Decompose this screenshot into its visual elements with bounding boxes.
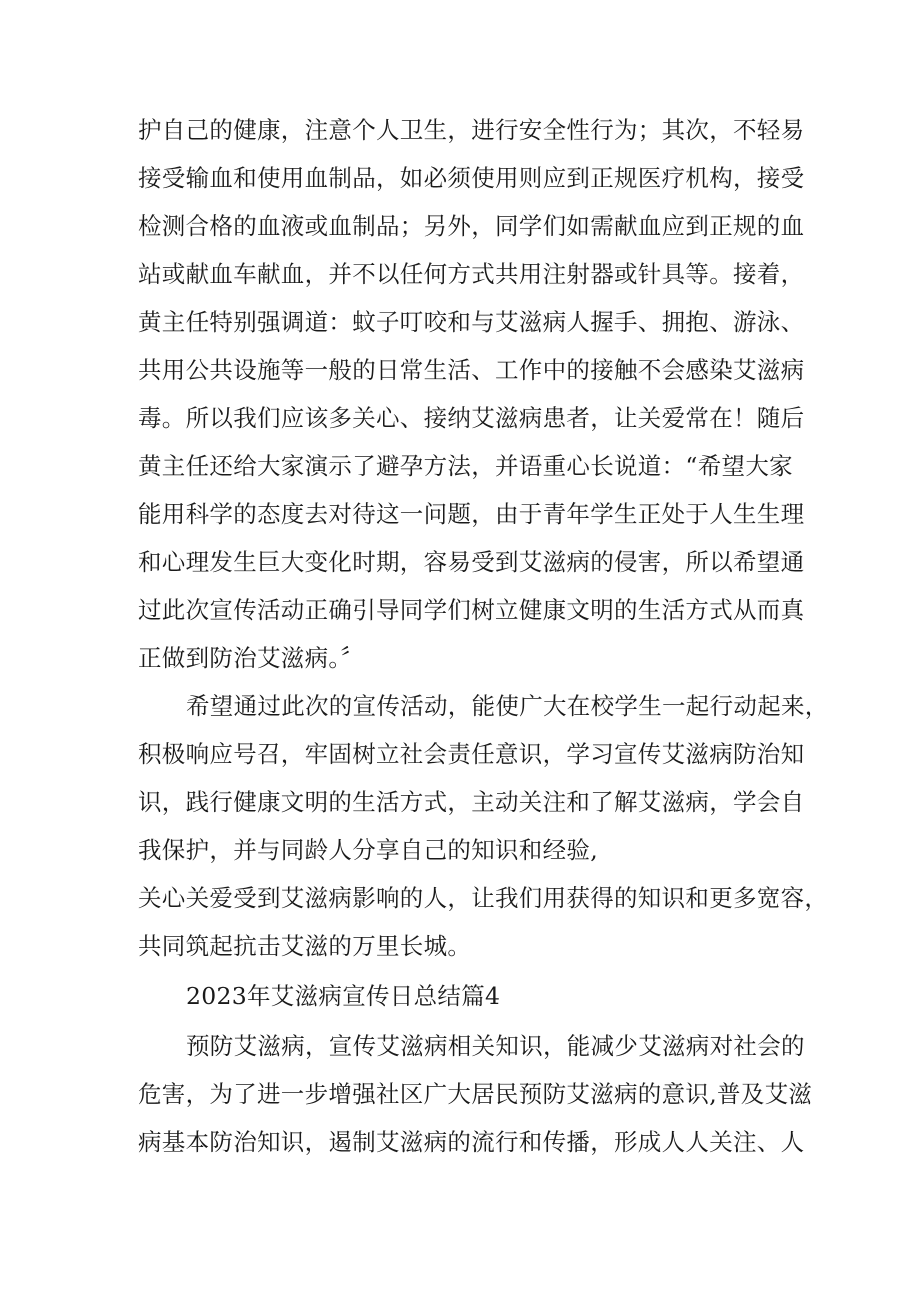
paragraph-line: 我保护，并与同龄人分享自己的知识和经验,	[138, 836, 598, 864]
paragraph-line: 黄主任还给大家演示了避孕方法，并语重心长说道：“希望大家	[138, 452, 793, 480]
paragraph-line: 正做到防治艾滋病。〞	[138, 644, 365, 672]
paragraph-line: 接受输血和使用血制品，如必须使用则应到正规医疗机构，接受	[138, 164, 805, 192]
paragraph-line: 关心关爱受到艾滋病影响的人，让我们用获得的知识和更多宽容，	[138, 884, 829, 912]
paragraph-line: 检测合格的血液或血制品；另外，同学们如需献血应到正规的血	[138, 212, 805, 240]
paragraph-line: 预防艾滋病，宣传艾滋病相关知识，能减少艾滋病对社会的	[186, 1032, 805, 1060]
paragraph-line: 希望通过此次的宣传活动，能使广大在校学生一起行动起来，	[186, 692, 829, 720]
paragraph-line: 能用科学的态度去对待这一问题，由于青年学生正处于人生生理	[138, 500, 805, 528]
paragraph-line: 过此次宣传活动正确引导同学们树立健康文明的生活方式从而真	[138, 596, 805, 624]
paragraph-line: 危害，为了进一步增强社区广大居民预防艾滋病的意识,普及艾滋	[138, 1080, 813, 1108]
paragraph-line: 病基本防治知识，遏制艾滋病的流行和传播，形成人人关注、人	[138, 1128, 805, 1156]
paragraph-line: 毒。所以我们应该多关心、接纳艾滋病患者，让关爱常在！随后	[138, 404, 805, 432]
paragraph-line: 共同筑起抗击艾滋的万里长城。	[138, 932, 472, 960]
paragraph-line: 黄主任特别强调道：蚊子叮咬和与艾滋病人握手、拥抱、游泳、	[138, 308, 805, 336]
paragraph-line: 护自己的健康，注意个人卫生，进行安全性行为；其次，不轻易	[138, 116, 805, 144]
paragraph-line: 站或献血车献血，并不以任何方式共用注射器或针具等。接着，	[138, 260, 805, 288]
paragraph-line: 识，践行健康文明的生活方式，主动关注和了解艾滋病，学会自	[138, 788, 805, 816]
section-heading: 2023年艾滋病宣传日总结篇4	[186, 982, 501, 1010]
paragraph-line: 和心理发生巨大变化时期，容易受到艾滋病的侵害，所以希望通	[138, 548, 805, 576]
paragraph-line: 共用公共设施等一般的日常生活、工作中的接触不会感染艾滋病	[138, 356, 805, 384]
paragraph-line: 积极响应号召，牢固树立社会责任意识，学习宣传艾滋病防治知	[138, 740, 805, 768]
